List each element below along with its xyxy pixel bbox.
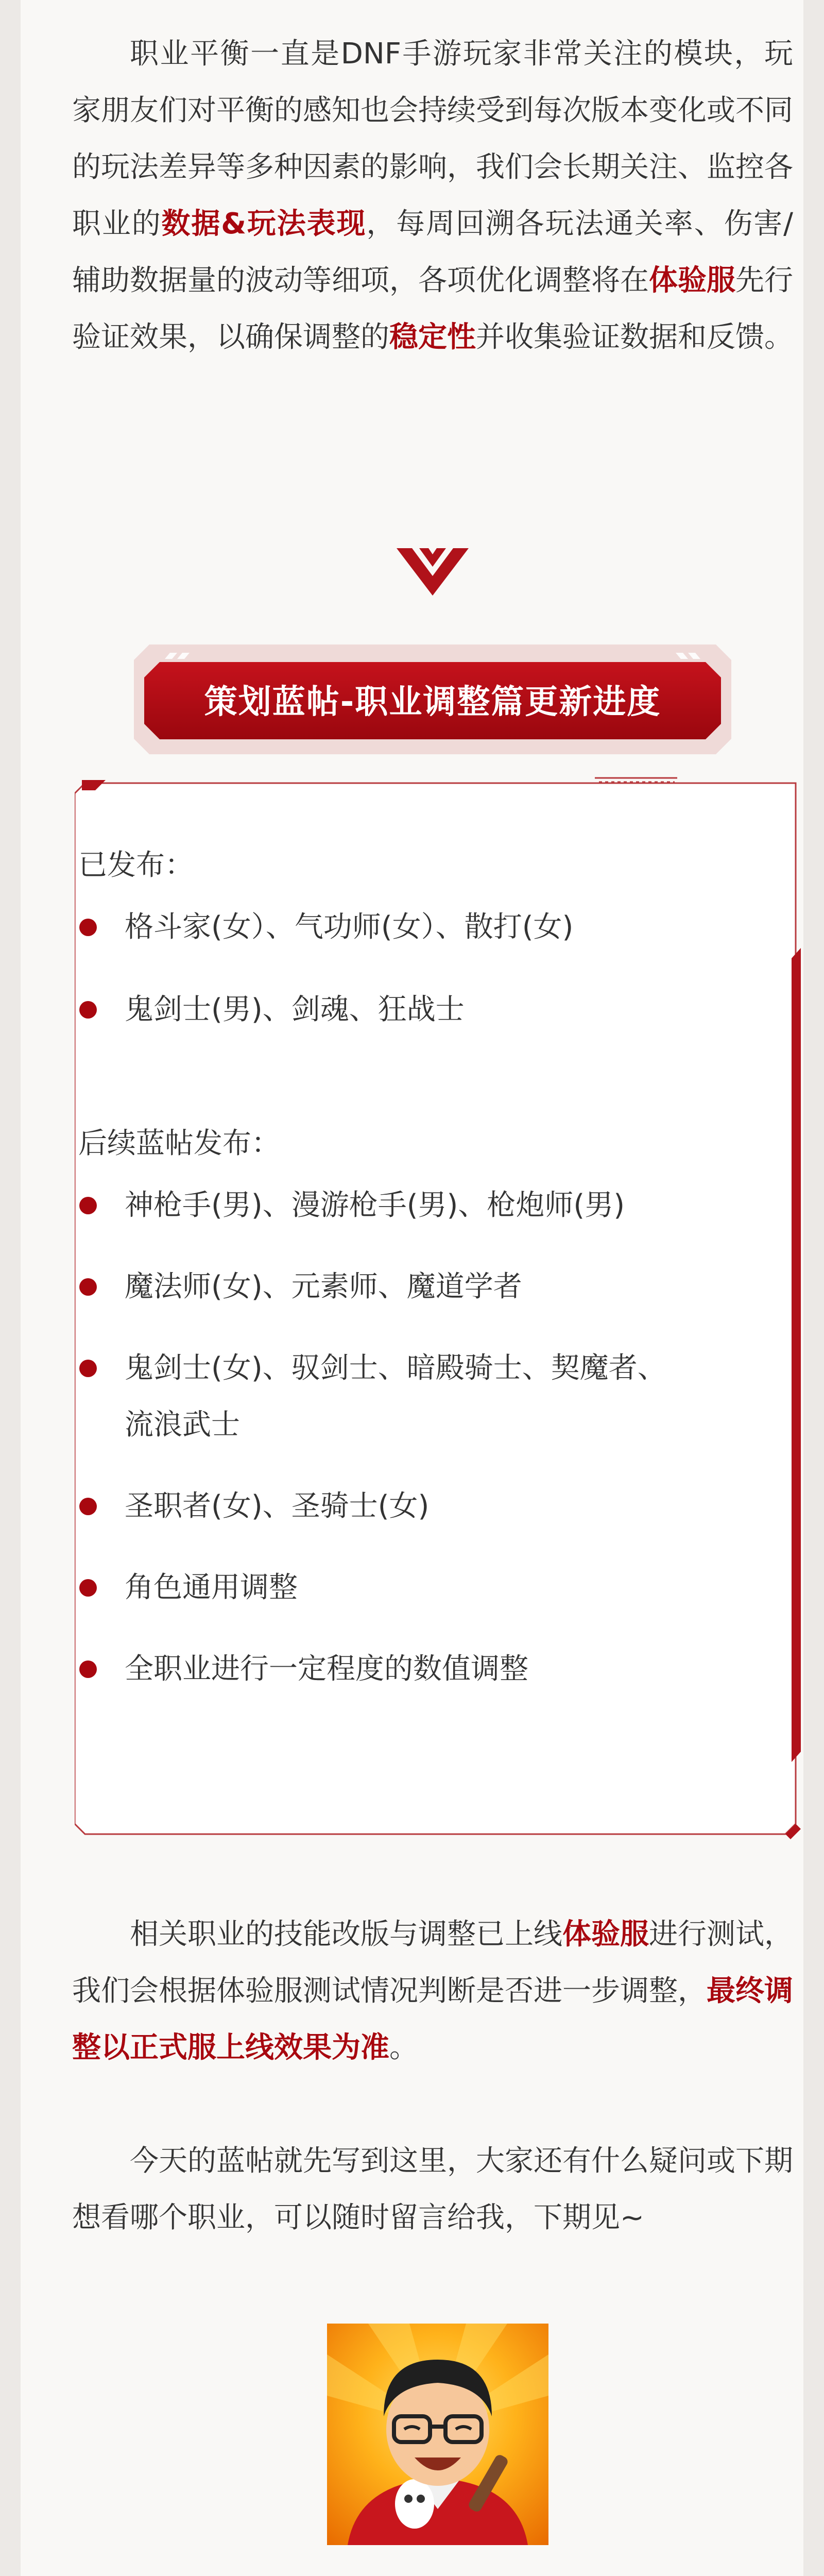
released-label: 已发布： bbox=[78, 849, 194, 882]
bullet-icon bbox=[79, 1579, 97, 1597]
body-text: ，每周回溯各玩法通关率、伤害/辅助数据量的波动等细项，各项优化调整将在 bbox=[72, 207, 794, 297]
released-list bbox=[78, 899, 671, 1064]
list-item bbox=[78, 1560, 671, 1616]
highlight-text: 体验服 bbox=[562, 1918, 649, 1951]
article-page bbox=[21, 0, 803, 2576]
section-banner bbox=[134, 641, 731, 757]
highlight-text: 最终调整以正式服上线效果为准 bbox=[72, 1974, 793, 2064]
body-text: 相关职业的技能改版与调整已上线 bbox=[130, 1918, 562, 1951]
highlight-text: 稳定性 bbox=[389, 320, 476, 354]
list-item bbox=[78, 981, 671, 1038]
list-item-text: 角色通用调整 bbox=[125, 1571, 298, 1604]
list-item bbox=[78, 899, 671, 956]
list-item-text: 全职业进行一定程度的数值调整 bbox=[125, 1652, 528, 1686]
list-item-text: 鬼剑士(男)、剑魂、狂战士 bbox=[125, 993, 465, 1026]
list-item-text: 格斗家(女）、气功师(女）、散打(女) bbox=[125, 910, 574, 944]
list-item-text: 神枪手(男)、漫游枪手(男)、枪炮师(男) bbox=[125, 1189, 625, 1222]
banner-title: 策划蓝帖-职业调整篇更新进度 bbox=[204, 683, 661, 721]
list-item-text: 魔法师(女)、元素师、魔道学者 bbox=[125, 1270, 522, 1303]
list-item bbox=[78, 1340, 671, 1453]
body-text: 先行验证效果，以确保调整的 bbox=[72, 264, 793, 354]
bullet-icon bbox=[79, 1001, 97, 1019]
intro-paragraph bbox=[72, 26, 793, 366]
body-text: 进行测试，我们会根据体验服测试情况判断是否进一步调整， bbox=[72, 1918, 793, 2008]
note-paragraph bbox=[72, 1906, 793, 2076]
bullet-icon bbox=[79, 919, 97, 936]
upcoming-label: 后续蓝帖发布： bbox=[78, 1127, 280, 1160]
list-item-text: 圣职者(女)、圣骑士(女) bbox=[125, 1489, 430, 1523]
list-item bbox=[78, 1177, 671, 1234]
bullet-icon bbox=[79, 1278, 97, 1296]
bullet-icon bbox=[79, 1197, 97, 1214]
list-item bbox=[78, 1478, 671, 1535]
red-chevron-icon bbox=[397, 545, 469, 597]
bullet-icon bbox=[79, 1660, 97, 1678]
body-text: 并收集验证数据和反馈。 bbox=[476, 320, 793, 354]
list-item bbox=[78, 1641, 671, 1698]
body-text: 职业平衡一直是DNF手游玩家非常关注的模块，玩家朋友们对平衡的感知也会持续受到每次版本变化或不同的玩法差异等多种因素的影响，我们会长期关注、监控各职业的 bbox=[72, 37, 793, 241]
upcoming-list bbox=[78, 1177, 671, 1722]
highlight-text: 数据&玩法表现 bbox=[161, 207, 367, 241]
list-item bbox=[78, 1259, 671, 1315]
bullet-icon bbox=[79, 1360, 97, 1377]
list-item-text: 鬼剑士(女)、驭剑士、暗殿骑士、契魔者、流浪武士 bbox=[125, 1351, 666, 1442]
bullet-icon bbox=[79, 1498, 97, 1515]
highlight-text: 体验服 bbox=[649, 264, 735, 297]
body-text: 。 bbox=[389, 2031, 418, 2064]
closing-paragraph: 今天的蓝帖就先写到这里，大家还有什么疑问或下期想看哪个职业，可以随时留言给我，下期见~ bbox=[72, 2144, 793, 2234]
cartoon-avatar-icon bbox=[327, 2324, 548, 2545]
